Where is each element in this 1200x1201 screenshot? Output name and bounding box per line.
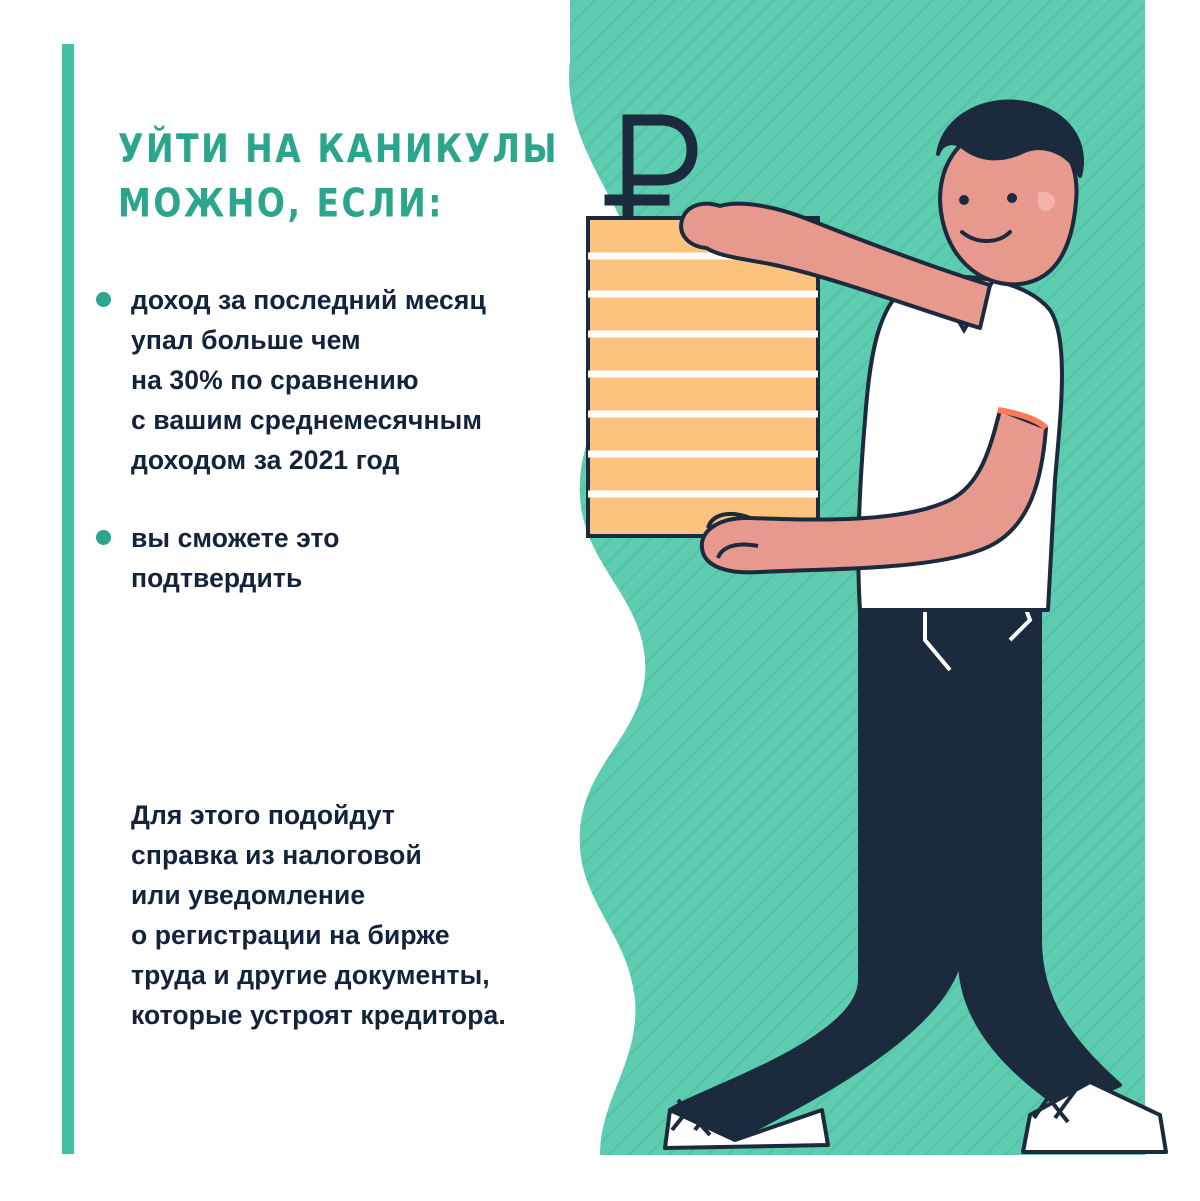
headline-line-2: МОЖНО, ЕСЛИ:: [118, 179, 444, 226]
paragraph-line-6: которые устроят кредитора.: [131, 1000, 506, 1030]
person-head: [938, 101, 1082, 284]
bullet-1-line-4: с вашим среднемесячным: [131, 405, 483, 435]
page-title: [118, 122, 638, 231]
bullet-1-line-2: упал больше чем: [131, 325, 361, 355]
bullet-text: [131, 518, 340, 598]
bullet-dot-icon: [96, 530, 111, 545]
bullet-2-line-1: вы сможете это: [131, 523, 340, 553]
paragraph-line-4: о регистрации на бирже: [131, 920, 450, 950]
paragraph-line-5: труда и другие документы,: [131, 960, 490, 990]
list-item: [96, 280, 616, 480]
bullet-2-line-2: подтвердить: [131, 563, 303, 593]
bullet-1-line-3: на 30% по сравнению: [131, 365, 419, 395]
paragraph-line-1: Для этого подойдут: [131, 800, 396, 830]
bullet-1-line-1: доход за последний месяц: [131, 285, 486, 315]
person-legs: [670, 540, 1120, 1140]
left-accent-bar: [62, 44, 74, 1154]
bullet-1-line-5: доходом за 2021 год: [131, 445, 400, 475]
headline-line-1: УЙТИ НА КАНИКУЛЫ: [118, 125, 560, 172]
list-item: [96, 518, 616, 598]
footer-paragraph: [131, 795, 651, 1035]
bullet-list: [96, 280, 616, 636]
bullet-text: [131, 280, 486, 480]
illustration-person-with-money: [560, 80, 1200, 1201]
paragraph-line-2: справка из налоговой: [131, 840, 422, 870]
bullet-dot-icon: [96, 292, 111, 307]
paragraph-line-3: или уведомление: [131, 880, 366, 910]
